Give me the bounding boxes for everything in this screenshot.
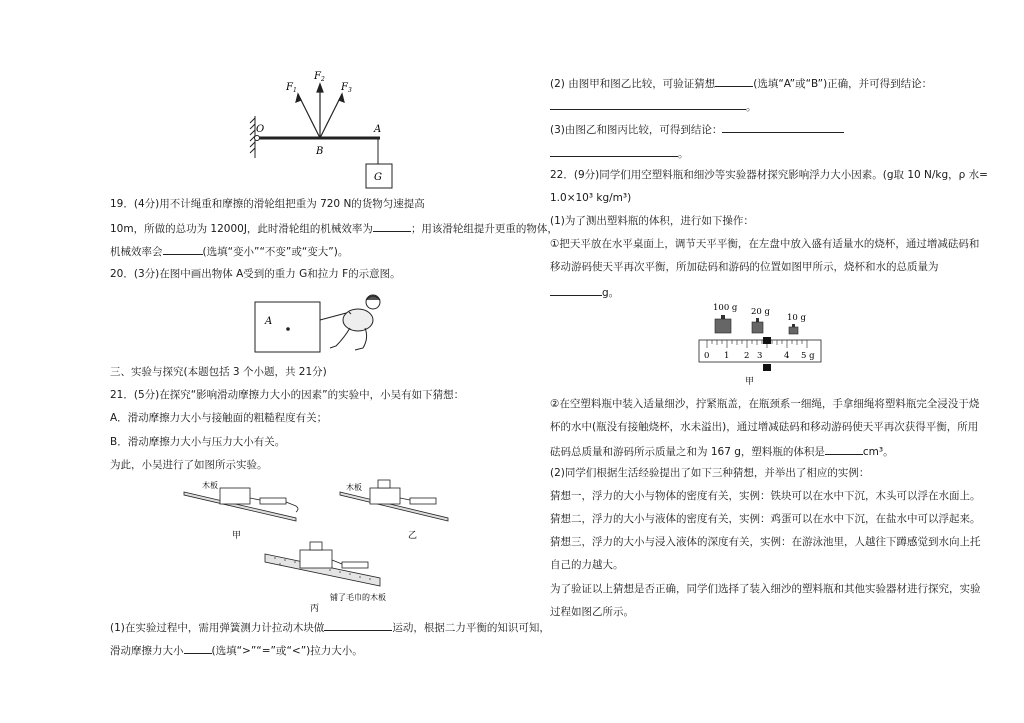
q21-intro: 21．(5分)在探究“影响滑动摩擦力大小的因素”的实验中，小吴有如下猜想： [110, 389, 465, 401]
weight-20g-label: 20 g [751, 307, 770, 317]
answer-blank[interactable] [163, 244, 203, 255]
label-o: O [256, 124, 265, 135]
answer-blank[interactable] [715, 76, 753, 87]
label-f2: $F_2$ [314, 71, 325, 83]
answer-blank[interactable] [373, 221, 411, 232]
q22-step2-line2: 杯的水中(瓶没有接触烧杯，水未溢出)，通过增减砝码和移动游码使天平再次获得平衡，所用 [550, 421, 979, 433]
weight-10g-label: 10 g [787, 313, 806, 323]
friction-figure [180, 478, 450, 613]
scale-num-5: 5 g [801, 351, 815, 361]
fig-label-jia: 甲 [232, 531, 242, 541]
q22-step1-line2: 移动游码使天平再次平衡，所加砝码和游码的位置如图甲所示，烧杯和水的总质量为 [550, 261, 939, 273]
guess-3-line2: 自己的力越大。 [550, 559, 624, 571]
q22-line2: 1.0×10³ kg/m³) [550, 192, 632, 204]
weight-100g-label: 100 g [713, 303, 738, 313]
weight-20g-icon [752, 318, 763, 333]
q21-part2-line2: 。 [550, 99, 757, 114]
rider-marker-top [763, 337, 771, 344]
towel-board-label: 铺了毛巾的木板 [330, 593, 386, 602]
q19-line1: 19．(4分)用不计绳重和摩擦的滑轮组把重为 720 N的货物匀速提高 [110, 198, 425, 210]
scale-num-4: 4 [784, 351, 790, 361]
section-3-heading: 三、实验与探究(本题包括 3 个小题，共 21分) [110, 366, 327, 378]
q22-step1-line3: g。 [550, 285, 619, 300]
box-label-a: A [265, 316, 273, 327]
q22-part2: (2)同学们根据生活经验提出了如下三种猜想，并举出了相应的实例： [550, 467, 870, 479]
guess-3-line1: 猜想三，浮力的大小与浸入液体的深度有关，实例：在游泳池里，人越往下蹲感觉到水向上托 [550, 536, 981, 548]
fig-label-jia: 甲 [745, 377, 755, 387]
answer-blank[interactable] [550, 285, 602, 296]
label-g: G [374, 172, 382, 183]
label-f3: $F_3$ [341, 82, 352, 94]
balance-figure [695, 300, 825, 388]
q21-guess-b: B．滑动摩擦力大小与压力大小有关。 [110, 436, 286, 448]
verify-line2: 过程如图乙所示。 [550, 606, 634, 618]
scale-num-0: 0 [704, 351, 710, 361]
q21-part3-line2: 。 [550, 146, 689, 161]
force-arrows [296, 84, 344, 138]
q21-part1-line1: (1)在实验过程中，需用弹簧测力计拉动木块做 运动，根据二力平衡的知识可知， [110, 622, 550, 634]
label-b: B [316, 146, 324, 157]
weight-100g-icon [715, 315, 731, 333]
q21-setup: 为此，小吴进行了如图所示实验。 [110, 459, 268, 471]
scale-num-2: 2 [744, 351, 750, 361]
setup-jia [184, 488, 298, 521]
guess-1: 猜想一，浮力的大小与物体的密度有关，实例：铁块可以在水中下沉，木头可以浮在水面上。 [550, 490, 981, 502]
fig-label-yi: 乙 [408, 531, 418, 541]
box-a [255, 302, 320, 352]
q19-line2: 10m，所做的总功为 12000J，此时滑轮组的机械效率为 ；用该滑轮组提升更重的物体， [110, 223, 558, 235]
answer-blank[interactable] [550, 99, 746, 110]
q21-part3-line1: (3)由图乙和图丙比较，可得到结论： [550, 122, 844, 137]
scale-num-1: 1 [724, 351, 730, 361]
answer-blank[interactable] [324, 620, 392, 631]
guess-2: 猜想二，浮力的大小与液体的密度有关，实例：鸡蛋可以在水中下沉，在盐水中可以浮起来。 [550, 513, 981, 525]
q22-step1-line1: ①把天平放在水平桌面上，调节天平平衡，在左盘中放入盛有适量水的烧杯，通过增减砝码和 [550, 238, 980, 250]
weight-10g-icon [789, 324, 798, 334]
q21-guess-a: A．滑动摩擦力大小与接触面的粗糙程度有关； [110, 412, 328, 424]
verify-line1: 为了验证以上猜想是否正确，同学们选择了装入细沙的塑料瓶和其他实验器材进行探究，实验 [550, 583, 981, 595]
box-center-dot [286, 327, 290, 331]
answer-blank[interactable] [550, 146, 678, 157]
person-pulling-icon [320, 295, 380, 350]
q20-text: 20．(3分)在图中画出物体 A受到的重力 G和拉力 F的示意图。 [110, 268, 401, 280]
board-label-1: 木板 [202, 481, 218, 490]
rider-marker-bottom [763, 364, 771, 371]
fig-label-bing: 丙 [310, 604, 320, 614]
answer-blank[interactable] [722, 122, 844, 133]
lever-diagram [240, 66, 400, 196]
setup-bing [265, 542, 380, 586]
q22-line1: 22．(9分)同学们用空塑料瓶和细沙等实验器材探究影响浮力大小因素。(g取 10 N/kg，ρ 水= [550, 169, 988, 181]
q22-step2-line1: ②在空塑料瓶中装入适量细沙，拧紧瓶盖，在瓶颈系一细绳，手拿细绳将塑料瓶完全浸没于烧 [550, 398, 980, 410]
q21-part2-line1: (2) 由图甲和图乙比较，可验证猜想 (选填“A”或“B”)正确，并可得到结论： [550, 78, 933, 90]
box-pull-figure [255, 290, 405, 355]
label-f1: $F_1$ [286, 82, 297, 94]
board-label-2: 木板 [346, 483, 362, 492]
pivot-o [255, 136, 260, 141]
scale-num-3: 3 [757, 351, 763, 361]
q22-step2-line3: 砝码总质量和游码所示质量之和为 167 g，塑料瓶的体积是 cm³。 [550, 446, 894, 458]
answer-blank[interactable] [825, 444, 863, 455]
q19-line3: 机械效率会 (选填“变小”“不变”或“变大”)。 [110, 246, 349, 258]
q21-part1-line2: 滑动摩擦力大小 (选填“>”“=”或“<”)拉力大小。 [110, 645, 363, 657]
label-a: A [374, 124, 382, 135]
q22-part1: (1)为了测出塑料瓶的体积，进行如下操作： [550, 215, 754, 227]
answer-blank[interactable] [184, 643, 212, 654]
